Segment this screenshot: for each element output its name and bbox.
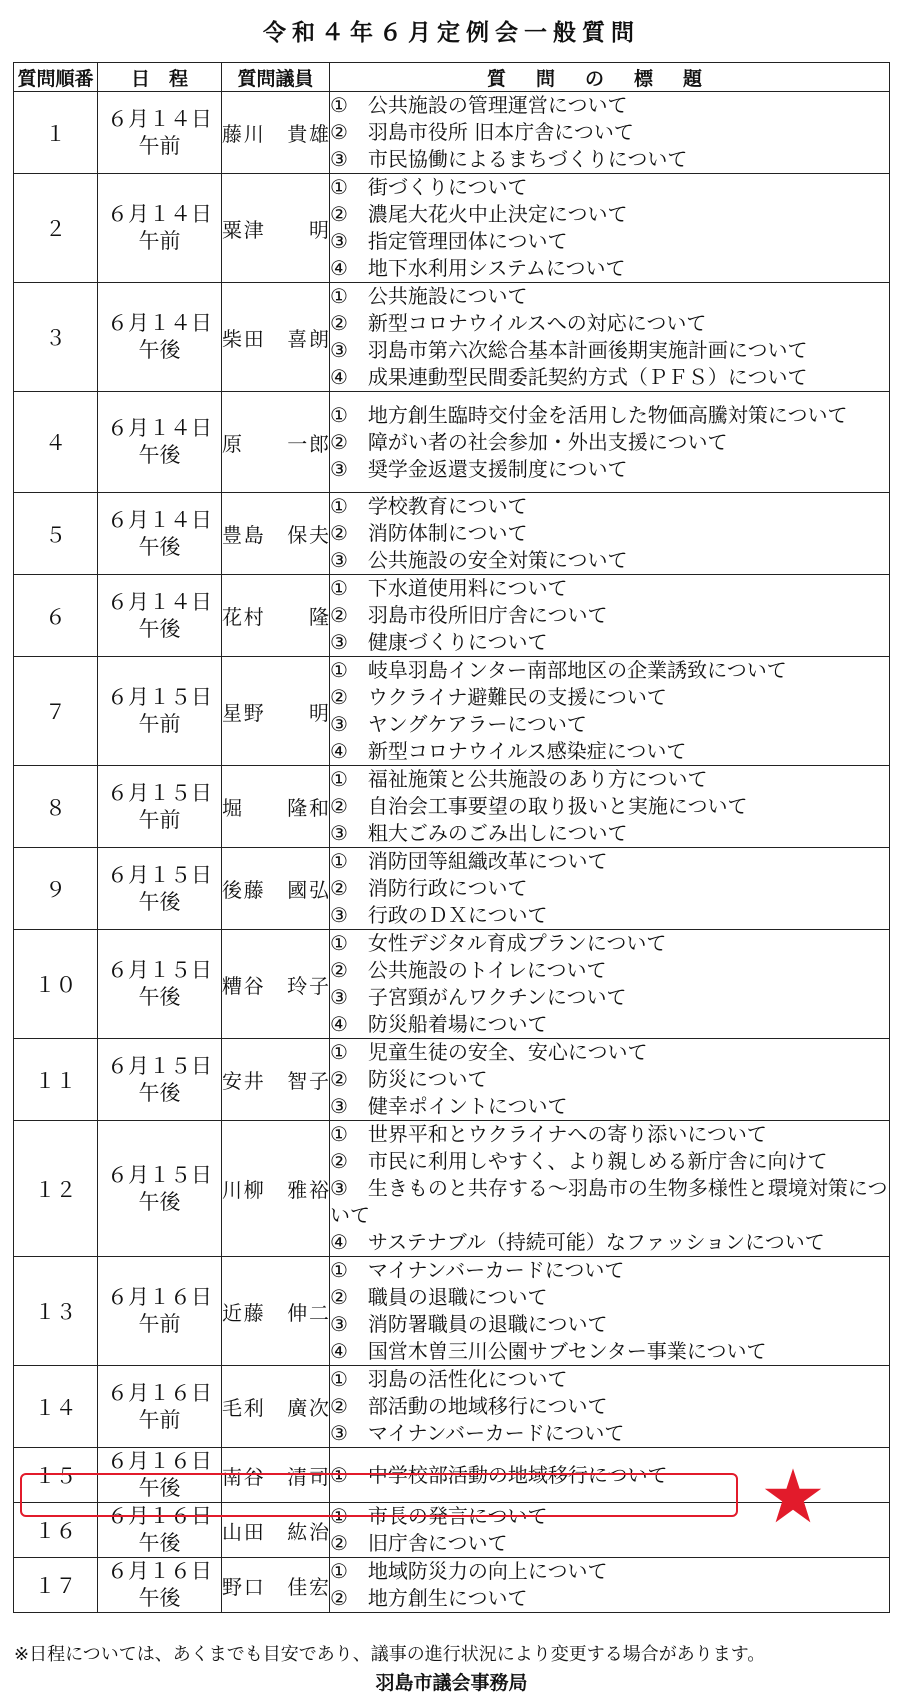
topic-item: ③ 公共施設の安全対策について	[330, 548, 628, 572]
topic-item: ② 部活動の地域移行について	[330, 1394, 608, 1418]
table-row	[14, 1558, 890, 1613]
schedule-time: 午前	[138, 133, 181, 158]
topic-item: ② 地方創生について	[330, 1586, 528, 1610]
schedule-note: ※日程については、あくまでも目安であり、議事の進行状況により変更する場合があります。	[14, 1644, 766, 1665]
member-name: 野口 佳宏	[222, 1558, 330, 1613]
topics-cell	[330, 1039, 890, 1121]
topic-item: ① 街づくりについて	[330, 175, 528, 199]
schedule-date: ６月１６日	[107, 1504, 212, 1528]
member-name: 堀 隆和	[222, 766, 330, 848]
topic-item: ② 旧庁舎について	[330, 1531, 508, 1555]
member-name: 毛利 廣次	[222, 1366, 330, 1448]
topics-cell	[330, 392, 890, 493]
topic-item: ② 公共施設のトイレについて	[330, 958, 607, 982]
question-order: １７	[14, 1558, 98, 1613]
schedule-time: 午後	[138, 338, 181, 362]
topics-cell	[330, 575, 890, 657]
header-member: 質問議員	[222, 63, 330, 92]
header-topics: 質問の標題	[330, 63, 890, 92]
table-row	[14, 930, 890, 1039]
topic-item: ④ 成果連動型民間委託契約方式（ＰＦＳ）について	[330, 365, 808, 389]
schedule-cell	[98, 848, 222, 930]
member-name: 粟津 明	[222, 174, 330, 283]
question-order: ８	[14, 766, 98, 848]
schedule-date: ６月１４日	[107, 507, 212, 532]
member-name: 糟谷 玲子	[222, 930, 330, 1039]
table-row	[14, 283, 890, 392]
topics-cell	[330, 283, 890, 392]
topic-item: ① 中学校部活動の地域移行について	[330, 1462, 668, 1487]
table-row	[14, 1039, 890, 1121]
schedule-time: 午前	[138, 1407, 181, 1432]
schedule-time: 午前	[138, 807, 181, 832]
topic-item: ② 消防行政について	[330, 876, 528, 900]
topic-item: ② 防災について	[330, 1067, 488, 1091]
document-title: 令和４年６月定例会一般質問	[263, 20, 640, 46]
topic-item: ② 障がい者の社会参加・外出支援について	[330, 429, 728, 454]
schedule-time: 午後	[138, 616, 181, 641]
topic-item: ④ サステナブル（持続可能）なファッションについて	[330, 1230, 825, 1254]
schedule-date: ６月１４日	[107, 416, 212, 440]
topic-item: ① 女性デジタル育成プランについて	[330, 931, 667, 955]
schedule-cell	[98, 1366, 222, 1448]
schedule-time: 午後	[138, 985, 181, 1009]
schedule-date: ６月１５日	[107, 685, 212, 709]
schedule-cell	[98, 1039, 222, 1121]
schedule-cell	[98, 1257, 222, 1366]
table-row	[14, 575, 890, 657]
member-name: 南谷 清司	[222, 1448, 330, 1503]
topics-cell	[330, 1366, 890, 1448]
member-name: 近藤 伸二	[222, 1257, 330, 1366]
schedule-date: ６月１６日	[107, 1449, 212, 1473]
member-name: 星野 明	[222, 657, 330, 766]
schedule-cell	[98, 1558, 222, 1613]
topic-item: ③ 消防署職員の退職について	[330, 1312, 608, 1336]
schedule-time: 午後	[138, 889, 181, 914]
topic-item: ④ 防災船着場について	[330, 1012, 548, 1036]
topic-item: ③ ヤングケアラーについて	[330, 712, 587, 736]
topic-item: ② 濃尾大花火中止決定について	[330, 202, 628, 226]
member-name: 原 一郎	[222, 392, 330, 493]
topic-item: ③ 指定管理団体について	[330, 229, 568, 253]
schedule-cell	[98, 657, 222, 766]
schedule-time: 午後	[138, 443, 181, 467]
table-row	[14, 848, 890, 930]
question-order: ４	[14, 392, 98, 493]
topic-item: ③ 行政のＤＸについて	[330, 903, 548, 927]
topics-cell	[330, 1257, 890, 1366]
schedule-cell	[98, 392, 222, 493]
topic-item: ① 福祉施策と公共施設のあり方について	[330, 767, 708, 791]
schedule-date: ６月１４日	[107, 311, 212, 335]
topic-item: ① 市長の発言について	[330, 1504, 548, 1528]
topics-cell	[330, 493, 890, 575]
topics-cell	[330, 174, 890, 283]
schedule-cell	[98, 92, 222, 174]
question-schedule-table	[13, 62, 890, 1613]
question-order: １	[14, 92, 98, 174]
question-order: １４	[14, 1366, 98, 1448]
schedule-date: ６月１４日	[107, 106, 212, 131]
member-name: 豊島 保夫	[222, 493, 330, 575]
question-order: １５	[14, 1448, 98, 1503]
star-icon	[762, 1466, 824, 1526]
topics-cell	[330, 766, 890, 848]
topic-item: ① 下水道使用料について	[330, 576, 568, 600]
schedule-cell	[98, 283, 222, 392]
header-schedule: 日 程	[98, 63, 222, 92]
question-order: １６	[14, 1503, 98, 1558]
topic-item: ③ 粗大ごみのごみ出しについて	[330, 821, 628, 845]
topic-item: ① 岐阜羽島インター南部地区の企業誘致について	[330, 658, 787, 682]
question-order: ２	[14, 174, 98, 283]
topic-item: ② 消防体制について	[330, 521, 528, 545]
topic-item: ② 新型コロナウイルスへの対応について	[330, 311, 707, 335]
member-name: 安井 智子	[222, 1039, 330, 1121]
topic-item: ④ 地下水利用システムについて	[330, 256, 626, 280]
schedule-time: 午前	[138, 229, 181, 253]
member-name: 花村 隆	[222, 575, 330, 657]
table-row	[14, 1366, 890, 1448]
schedule-date: ６月１５日	[107, 862, 212, 887]
table-row	[14, 92, 890, 174]
topic-item: ③ 市民協働によるまちづくりについて	[330, 147, 688, 171]
schedule-cell	[98, 766, 222, 848]
table-row	[14, 766, 890, 848]
topic-item: ③ マイナンバーカードについて	[330, 1421, 625, 1445]
question-order: １０	[14, 930, 98, 1039]
question-order: １２	[14, 1121, 98, 1257]
table-row	[14, 392, 890, 493]
topic-item: ① 消防団等組織改革について	[330, 849, 608, 873]
topics-cell	[330, 1121, 890, 1257]
topic-item: ④ 国営木曽三川公園サブセンター事業について	[330, 1339, 767, 1363]
topic-item: ③ 生きものと共存する～羽島市の生物多様性と環境対策について	[330, 1176, 888, 1227]
topic-item: ① 児童生徒の安全、安心について	[330, 1040, 648, 1064]
question-order: １３	[14, 1257, 98, 1366]
schedule-time: 午後	[138, 1476, 181, 1500]
schedule-date: ６月１６日	[107, 1380, 212, 1405]
schedule-time: 午後	[138, 1080, 181, 1105]
topic-item: ① 地方創生臨時交付金を活用した物価高騰対策について	[330, 402, 848, 427]
table-row	[14, 174, 890, 283]
table-row	[14, 493, 890, 575]
topic-item: ① 学校教育について	[330, 494, 528, 518]
question-order: １１	[14, 1039, 98, 1121]
schedule-cell	[98, 174, 222, 283]
schedule-date: ６月１４日	[107, 202, 212, 226]
topic-item: ② ウクライナ避難民の支援について	[330, 685, 667, 709]
topic-item: ② 自治会工事要望の取り扱いと実施について	[330, 794, 748, 818]
member-name: 柴田 喜朗	[222, 283, 330, 392]
topics-cell	[330, 657, 890, 766]
schedule-time: 午後	[138, 1586, 181, 1610]
topic-item: ③ 子宮頸がんワクチンについて	[330, 985, 627, 1009]
table-header-row	[14, 63, 890, 92]
topic-item: ① 羽島の活性化について	[330, 1367, 568, 1391]
topics-cell	[330, 1558, 890, 1613]
schedule-cell	[98, 575, 222, 657]
topic-item: ③ 健幸ポイントについて	[330, 1094, 568, 1118]
schedule-time: 午前	[138, 1312, 181, 1336]
topic-item: ② 羽島市役所旧庁舎について	[330, 603, 608, 627]
question-order: ５	[14, 493, 98, 575]
schedule-date: ６月１５日	[107, 780, 212, 805]
topic-item: ③ 羽島市第六次総合基本計画後期実施計画について	[330, 338, 808, 362]
topics-cell	[330, 848, 890, 930]
member-name: 川柳 雅裕	[222, 1121, 330, 1257]
schedule-cell	[98, 930, 222, 1039]
topic-item: ① 世界平和とウクライナへの寄り添いについて	[330, 1122, 767, 1146]
table-row	[14, 657, 890, 766]
member-name: 後藤 國弘	[222, 848, 330, 930]
topic-item: ① 公共施設の管理運営について	[330, 93, 628, 117]
schedule-date: ６月１６日	[107, 1285, 212, 1309]
schedule-cell	[98, 1121, 222, 1257]
topic-item: ① マイナンバーカードについて	[330, 1258, 625, 1282]
highlight-box	[20, 1473, 738, 1517]
question-order: ７	[14, 657, 98, 766]
member-name: 山田 紘治	[222, 1503, 330, 1558]
schedule-time: 午前	[138, 712, 181, 736]
schedule-date: ６月１５日	[107, 958, 212, 982]
schedule-date: ６月１５日	[107, 1053, 212, 1078]
question-order: ３	[14, 283, 98, 392]
question-order: ６	[14, 575, 98, 657]
topic-item: ① 公共施設について	[330, 284, 528, 308]
table-row	[14, 1121, 890, 1257]
schedule-cell	[98, 493, 222, 575]
topic-item: ② 羽島市役所 旧本庁舎について	[330, 120, 634, 144]
topic-item: ④ 新型コロナウイルス感染症について	[330, 739, 687, 763]
table-row	[14, 1257, 890, 1366]
schedule-date: ６月１４日	[107, 589, 212, 614]
topic-item: ① 地域防災力の向上について	[330, 1559, 608, 1583]
schedule-date: ６月１５日	[107, 1162, 212, 1187]
schedule-time: 午後	[138, 1189, 181, 1214]
topic-item: ③ 健康づくりについて	[330, 630, 548, 654]
footer-office-name: 羽島市議会事務局	[375, 1672, 528, 1694]
table-body	[14, 92, 890, 1613]
schedule-time: 午後	[138, 534, 181, 559]
topic-item: ② 市民に利用しやすく、より親しめる新庁舎に向けて	[330, 1149, 828, 1173]
topic-item: ② 職員の退職について	[330, 1285, 548, 1309]
schedule-date: ６月１６日	[107, 1559, 212, 1583]
member-name: 藤川 貴雄	[222, 92, 330, 174]
schedule-time: 午後	[138, 1531, 181, 1555]
topic-item: ③ 奨学金返還支援制度について	[330, 456, 628, 481]
question-order: ９	[14, 848, 98, 930]
topics-cell	[330, 92, 890, 174]
header-order: 質問順番	[14, 63, 98, 92]
topics-cell	[330, 930, 890, 1039]
